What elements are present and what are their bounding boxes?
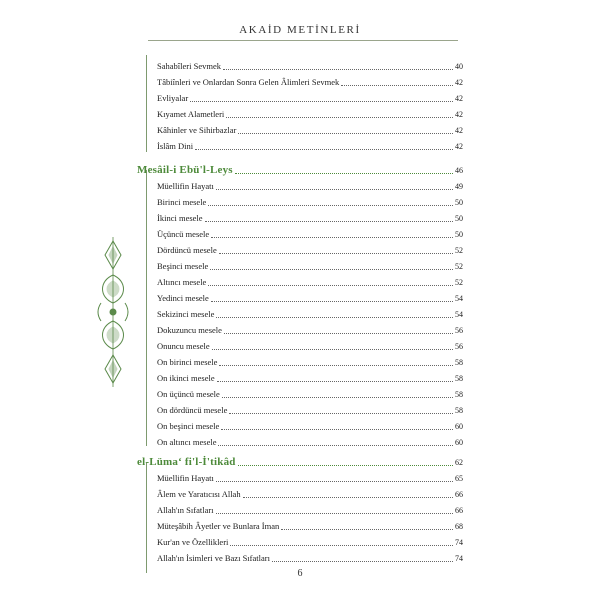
- toc-entry-title: Üçüncü mesele: [157, 229, 210, 239]
- toc-section-heading[interactable]: [137, 162, 463, 176]
- toc-entry-title: Sahabîleri Sevmek: [157, 61, 221, 71]
- dot-leader: [208, 204, 453, 206]
- toc-entry[interactable]: [157, 76, 463, 88]
- dot-leader: [211, 236, 453, 238]
- dot-leader: [216, 480, 453, 482]
- toc-entry-page: 68: [455, 522, 463, 531]
- toc-entry[interactable]: [157, 292, 463, 304]
- toc-entry-title: On beşinci mesele: [157, 421, 220, 431]
- toc-entry[interactable]: [157, 488, 463, 500]
- toc-entry[interactable]: [157, 308, 463, 320]
- toc-entry-page: 50: [455, 230, 463, 239]
- toc-entry-title: Tâbiînleri ve Onlardan Sonra Gelen Âlimleri Sevmek: [157, 77, 340, 87]
- toc-entry[interactable]: [157, 92, 463, 104]
- toc-entry-title: Yedinci mesele: [157, 293, 209, 303]
- toc-entry[interactable]: [157, 60, 463, 72]
- toc-entry-title: Âlem ve Yaratıcısı Allah: [157, 489, 241, 499]
- toc-entry-title: İkinci mesele: [157, 213, 203, 223]
- toc-entry[interactable]: [157, 388, 463, 400]
- toc-entry-title: Sekizinci mesele: [157, 309, 215, 319]
- toc-entry[interactable]: [157, 196, 463, 208]
- toc-entry-page: 42: [455, 110, 463, 119]
- toc-entry[interactable]: [157, 552, 463, 564]
- toc-entry-title: Allah'ın İsimleri ve Bazı Sıfatları: [157, 553, 270, 563]
- toc-entry-page: 54: [455, 310, 463, 319]
- toc-entry-page: 74: [455, 538, 463, 547]
- dot-leader: [221, 428, 453, 430]
- toc-entry-title: İslâm Dini: [157, 141, 194, 151]
- toc-entry-page: 58: [455, 406, 463, 415]
- toc-entry-title: On üçüncü mesele: [157, 389, 220, 399]
- toc-entry-page: 60: [455, 438, 463, 447]
- toc-entry-page: 58: [455, 358, 463, 367]
- toc-entry[interactable]: [157, 420, 463, 432]
- dot-leader: [210, 268, 453, 270]
- toc-entry-title: On ikinci mesele: [157, 373, 215, 383]
- toc-entry-page: 66: [455, 490, 463, 499]
- toc-entry-title: Evliyalar: [157, 93, 189, 103]
- toc-entry[interactable]: [157, 140, 463, 152]
- dot-leader: [272, 560, 453, 562]
- dot-leader: [190, 100, 453, 102]
- toc-entry-page: 74: [455, 554, 463, 563]
- dot-leader: [230, 544, 453, 546]
- toc-entry[interactable]: [157, 356, 463, 368]
- toc-section-page: 62: [455, 458, 463, 467]
- toc-entry[interactable]: [157, 212, 463, 224]
- dot-leader: [238, 132, 453, 134]
- toc-entry-title: On altıncı mesele: [157, 437, 217, 447]
- toc-entry-title: Müellifin Hayatı: [157, 473, 214, 483]
- toc-entry-title: Altıncı mesele: [157, 277, 207, 287]
- dot-leader: [223, 68, 453, 70]
- toc-entry-title: On birinci mesele: [157, 357, 218, 367]
- toc-entry[interactable]: [157, 260, 463, 272]
- toc-entry[interactable]: [157, 180, 463, 192]
- toc-entry-page: 54: [455, 294, 463, 303]
- dot-leader: [195, 148, 453, 150]
- toc-entry[interactable]: [157, 228, 463, 240]
- toc-entry-page: 60: [455, 422, 463, 431]
- toc-entry-title: On dördüncü mesele: [157, 405, 228, 415]
- dot-leader: [222, 396, 453, 398]
- dot-leader: [216, 316, 453, 318]
- running-head: AKAİD METİNLERİ: [239, 24, 361, 36]
- toc-entry-page: 58: [455, 374, 463, 383]
- toc-entry[interactable]: [157, 340, 463, 352]
- toc-entry-title: Beşinci mesele: [157, 261, 209, 271]
- toc-entry-page: 66: [455, 506, 463, 515]
- dot-leader: [216, 188, 453, 190]
- dot-leader: [281, 528, 453, 530]
- toc-entry-page: 56: [455, 342, 463, 351]
- toc-entry-page: 52: [455, 262, 463, 271]
- toc-entry[interactable]: [157, 324, 463, 336]
- toc-entry-title: Dördüncü mesele: [157, 245, 217, 255]
- toc-entry-title: Onuncu mesele: [157, 341, 210, 351]
- dot-leader: [229, 412, 453, 414]
- toc-entry-page: 50: [455, 214, 463, 223]
- toc-entry-page: 52: [455, 246, 463, 255]
- toc-entry-title: Kâhinler ve Sihirbazlar: [157, 125, 237, 135]
- toc-section-title: Mesâil-i Ebü'l-Leys: [137, 164, 233, 176]
- dot-leader: [219, 364, 453, 366]
- toc-section-heading[interactable]: [137, 454, 463, 468]
- toc-entry[interactable]: [157, 124, 463, 136]
- toc-entry-page: 49: [455, 182, 463, 191]
- toc-entry[interactable]: [157, 404, 463, 416]
- dot-leader: [243, 496, 453, 498]
- toc-entry[interactable]: [157, 436, 463, 448]
- toc-entry[interactable]: [157, 504, 463, 516]
- toc-entry-title: Allah'ın Sıfatları: [157, 505, 214, 515]
- dot-leader: [205, 220, 453, 222]
- dot-leader: [219, 252, 453, 254]
- toc-entry-page: 40: [455, 62, 463, 71]
- dot-leader: [216, 512, 453, 514]
- toc-entry-page: 65: [455, 474, 463, 483]
- dot-leader: [211, 300, 453, 302]
- toc-entry-title: Kur'an ve Özellikleri: [157, 537, 229, 547]
- toc-entry-page: 42: [455, 142, 463, 151]
- toc-entry[interactable]: [157, 536, 463, 548]
- dot-leader: [226, 116, 453, 118]
- toc-entry-page: 52: [455, 278, 463, 287]
- dot-leader: [208, 284, 453, 286]
- toc-entry-title: Müellifin Hayatı: [157, 181, 214, 191]
- dot-leader: [224, 332, 453, 334]
- toc-entry-title: Kıyamet Alametleri: [157, 109, 225, 119]
- toc-entry[interactable]: [157, 108, 463, 120]
- dot-leader: [217, 380, 453, 382]
- page-number: 6: [297, 568, 303, 579]
- toc-entry-title: Müteşâbih Âyetler ve Bunlara İman: [157, 521, 280, 531]
- toc-entry[interactable]: [157, 276, 463, 288]
- toc-entry-page: 56: [455, 326, 463, 335]
- toc-entry-page: 58: [455, 390, 463, 399]
- toc-entry[interactable]: [157, 244, 463, 256]
- toc-entry[interactable]: [157, 372, 463, 384]
- dot-leader: [218, 444, 453, 446]
- toc-entry[interactable]: [157, 520, 463, 532]
- toc-entry-page: 50: [455, 198, 463, 207]
- dot-leader: [238, 464, 453, 466]
- toc-entry[interactable]: [157, 472, 463, 484]
- toc-entry-page: 42: [455, 78, 463, 87]
- dot-leader: [341, 84, 453, 86]
- toc-entry-page: 42: [455, 94, 463, 103]
- dot-leader: [235, 172, 453, 174]
- toc-entry-title: Dokuzuncu mesele: [157, 325, 222, 335]
- dot-leader: [212, 348, 453, 350]
- toc-entry-title: Birinci mesele: [157, 197, 207, 207]
- toc-section-page: 46: [455, 166, 463, 175]
- toc-section-title: el-Lüma‘ fi'l-İ'tikâd: [137, 456, 236, 468]
- toc-entry-page: 42: [455, 126, 463, 135]
